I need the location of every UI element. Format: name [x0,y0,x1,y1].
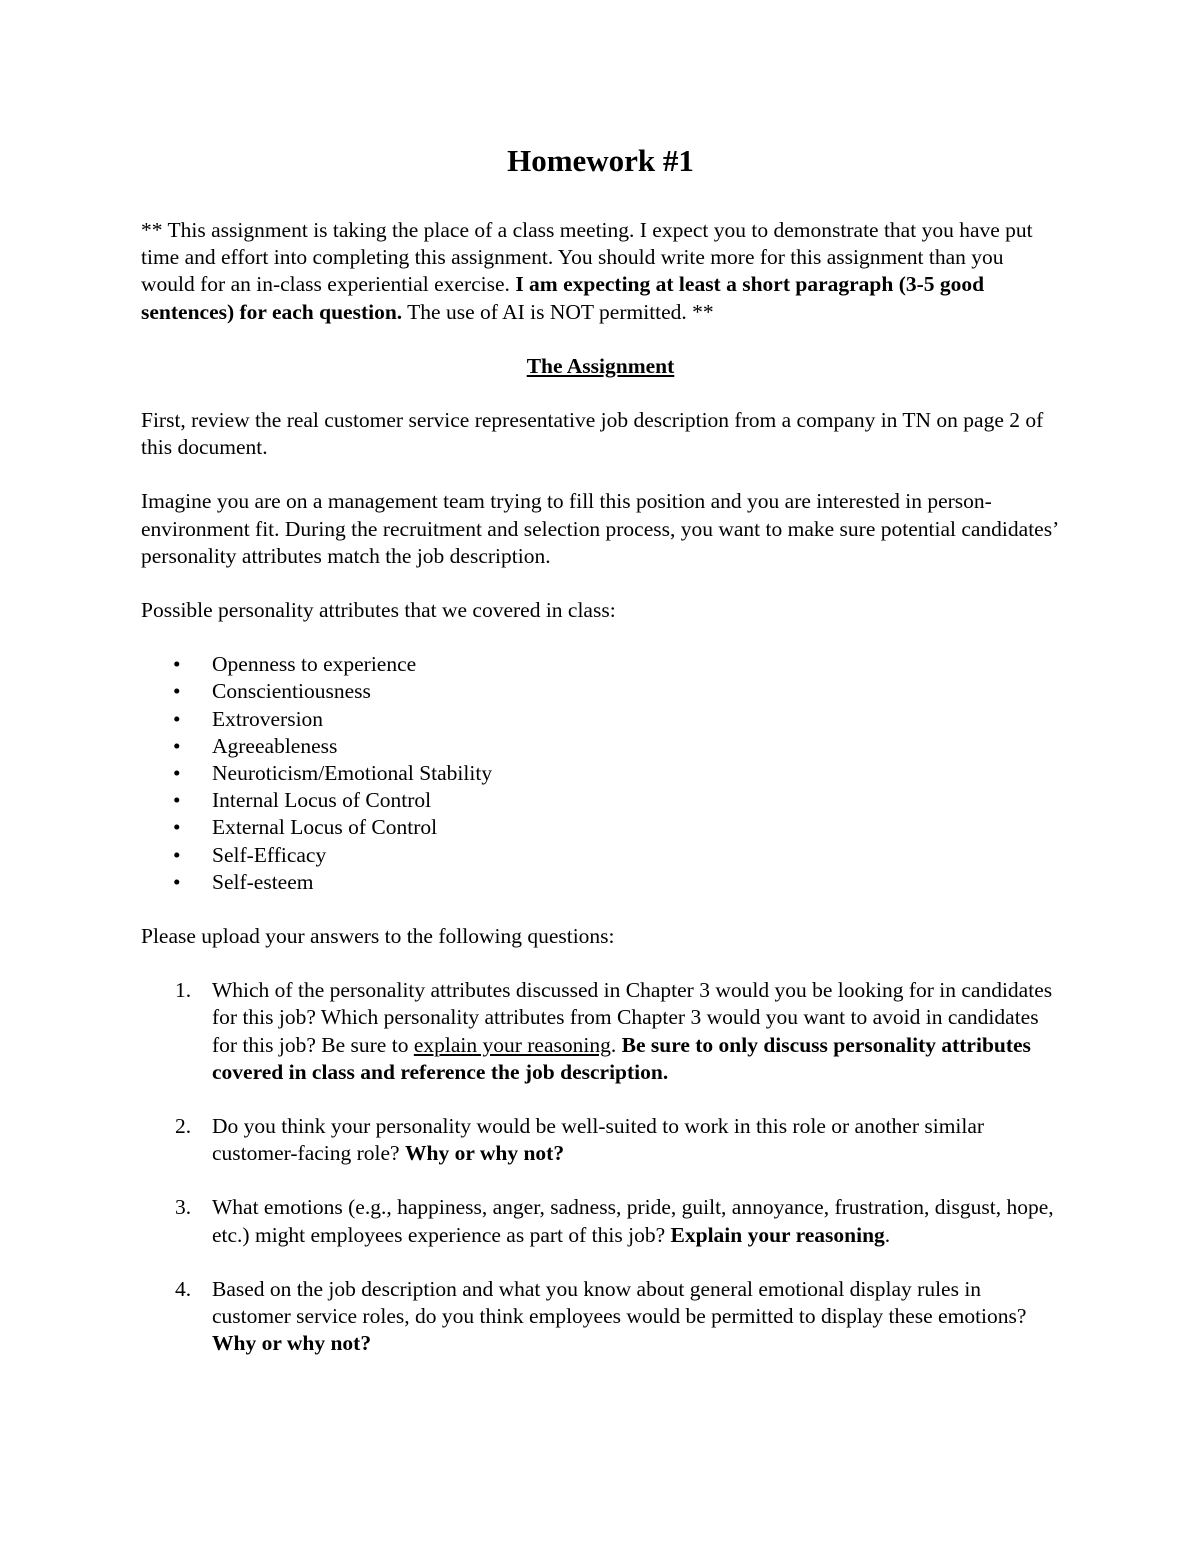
question-text: Which of the personality attributes discussed in Chapter 3 would you be looking for in candidates for this job? Which personality attributes from Chapter 3 would you want to avoid in candidates for this job? Be sure to [212,978,1053,1057]
bullet-icon: • [173,869,181,894]
attribute-label: Conscientiousness [212,679,371,704]
attribute-label: Neuroticism/Emotional Stability [212,761,493,786]
list-item [141,842,1060,869]
attribute-label: External Locus of Control [212,815,438,840]
bullet-icon: • [173,733,181,758]
question-text-after: . [884,1222,891,1247]
question-2 [141,1113,1060,1167]
list-item [141,760,1060,787]
question-number: 2. [175,1114,192,1139]
question-text: Based on the job description and what you know about general emotional display rules in customer service roles, do you think employees would be permitted to display these emotions? [212,1276,1027,1329]
bullet-icon: • [173,815,181,840]
question-text-after: . [610,1032,622,1057]
attribute-label: Internal Locus of Control [212,788,432,813]
attributes-intro: Possible personality attributes that we covered in class: [141,598,616,623]
scenario-paragraph: Imagine you are on a management team trying to fill this position and you are interested in person-environment fit. During the recruitment and selection process, you want to make sure potential candidates’ personality attributes match the job description. [141,489,1058,568]
intro-text-end: The use of AI is NOT permitted. ** [402,299,714,324]
question-4 [141,1276,1060,1358]
list-item [141,706,1060,733]
bullet-icon: • [173,761,181,786]
bullet-icon: • [173,679,181,704]
list-item [141,678,1060,705]
attribute-label: Self-Efficacy [212,842,327,867]
attribute-label: Openness to experience [212,652,417,677]
document-title: Homework #1 [507,143,694,178]
intro-bold-text: I am expecting at least a short paragraph (3-5 good sentences) for each question. [141,272,985,324]
list-item [141,787,1060,814]
question-underlined-text: explain your reasoning [413,1032,611,1057]
list-item [141,733,1060,760]
list-item [141,814,1060,841]
intro-paragraph [141,217,1060,326]
question-bold-text: Why or why not? [212,1331,372,1356]
list-item [141,869,1060,896]
intro-text: ** This assignment is taking the place of a class meeting. I expect you to demonstrate that you have put time and effort into completing this assignment. You should write more for this assignment than you would for an in-class experiential exercise. [141,218,1033,297]
question-text: What emotions (e.g., happiness, anger, sadness, pride, guilt, annoyance, frustration, disgust, hope, etc.) might employees experience as part of this job? [212,1195,1054,1247]
bullet-icon: • [173,842,181,867]
question-1 [141,977,1060,1086]
attribute-label: Self-esteem [212,869,314,894]
questions-intro: Please upload your answers to the following questions: [141,924,615,949]
question-3 [141,1194,1060,1248]
review-paragraph: First, review the real customer service representative job description from a company in TN on page 2 of this document. [141,408,1044,460]
questions-list [141,977,1060,1357]
question-text: Do you think your personality would be well-suited to work in this role or another similar customer-facing role? [212,1114,985,1166]
attributes-list [141,651,1060,896]
bullet-icon: • [173,652,181,677]
question-number: 1. [175,978,192,1003]
question-bold-text: Why or why not? [404,1141,565,1166]
list-item [141,651,1060,678]
question-bold-text: Be sure to only discuss personality attributes covered in class and reference the job description. [212,1032,1031,1084]
section-title: The Assignment [526,353,675,378]
question-bold-text: Explain your reasoning [670,1222,885,1247]
bullet-icon: • [173,706,181,731]
question-number: 4. [175,1276,192,1301]
question-number: 3. [175,1195,192,1220]
bullet-icon: • [173,788,181,813]
attribute-label: Agreeableness [212,733,338,758]
attribute-label: Extroversion [212,706,324,731]
